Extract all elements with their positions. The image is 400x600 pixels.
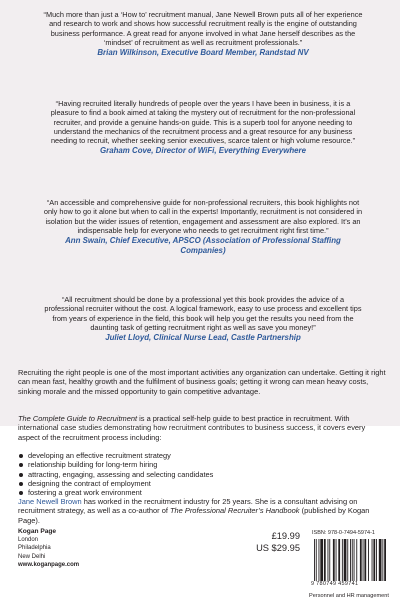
isbn-text: ISBN: 978-0-7494-5974-1: [312, 530, 375, 536]
quote-attribution: Juliet Lloyd, Clinical Nurse Lead, Castle Partnership: [105, 333, 301, 342]
description-text: is a practical self-help guide to best practice in recruitment. With international case studies demonstrating how recruitment contributes to business success, it covers every aspect of the recruitment process including:: [18, 414, 366, 442]
list-item: [18, 470, 213, 479]
publisher-url: www.koganpage.com: [18, 561, 80, 568]
barcode-block: [310, 530, 390, 590]
endorsement-quote: [42, 99, 364, 156]
price-usd: US $29.95: [256, 542, 300, 553]
endorsement-quote: [42, 295, 364, 343]
list-item-text: relationship building for long-term hiring: [28, 460, 158, 470]
quote-text: “Having recruited literally hundreds of people over the years I have been in business, it is a pleasure to find a book aimed at taking the mystery out of recruitment for the non-professional recruiter, and provide a genuine hands-on guide. This is a superb tool for anyone needing to understand the mechanics of the recruitment process and a great resource for any business needing to recruit, whether seeking senior executives, scarce talent or high volume resource.”: [50, 99, 356, 145]
ean-number: 9 780749 459741: [311, 581, 359, 587]
list-item-text: fostering a great work environment: [28, 488, 142, 498]
publisher-city: Philadelphia: [18, 545, 51, 552]
topics-list: [18, 451, 213, 497]
list-item-text: designing the contract of employment: [28, 478, 151, 488]
book-title: The Complete Guide to Recruitment: [18, 414, 138, 423]
price-gbp: £19.99: [271, 531, 300, 541]
author-bio-text: (published by Kogan Page).: [18, 506, 370, 525]
intro-paragraph: Recruiting the right people is one of the most important activities any organization can undertake. Getting it right can mean fast, healthy growth and the fulfilment of business goals; getting it wrong can mean heavy costs, sinking morale and the missed opportunity to gain competitive advantage.: [18, 368, 386, 396]
publisher-block: [18, 528, 79, 569]
barcode-icon: [314, 539, 386, 581]
category-label: Personnel and HR management: [309, 593, 389, 599]
related-book-title: The Professional Recruiter’s Handbook: [169, 506, 300, 516]
list-item: [18, 460, 213, 469]
list-item-text: attracting, engaging, assessing and selecting candidates: [28, 469, 214, 479]
quote-text: “An accessible and comprehensive guide for non-professional recruiters, this book highlights not only how to go it alone but when to call in the experts! Importantly, recruitment is not considered in isolation but the wider issues of retention, engagement and assessment are also explored. It’s an indispensable help for everyone who needs to get recruitment right first time.”: [43, 198, 363, 235]
author-bio: [18, 497, 388, 525]
author-name: Jane Newell Brown: [18, 497, 82, 506]
endorsement-quote: [42, 198, 364, 255]
price-block: [230, 531, 300, 554]
bullet-icon: [19, 482, 23, 486]
publisher-city: London: [18, 537, 39, 544]
bullet-icon: [19, 473, 23, 477]
list-item: [18, 479, 213, 488]
list-item-text: developing an effective recruitment strategy: [28, 451, 171, 460]
quote-text: “Much more than just a ‘How to’ recruitment manual, Jane Newell Brown puts all of her experience and research to work and shows how successful recruitment really is the engine of outstanding business performance. A great read for anyone involved in what Jane herself describes as the ‘mindset’ of recruitment as well as recruitment professionals.”: [43, 10, 363, 47]
description-paragraph: [18, 414, 388, 442]
quote-text: “All recruitment should be done by a professional yet this book provides the advice of a professional recruiter without the cost. A logical framework, easy to use process and excellent tips from years of experience in the field, this book will help you get the results you need from the daunting task of getting recruitment right as well as save you money!”: [44, 295, 362, 332]
bullet-icon: [19, 463, 23, 467]
quote-attribution: Graham Cove, Director of WiFi, Everything Everywhere: [99, 146, 307, 156]
author-bio-text: has worked in the recruitment industry for 25 years. She is a consultant advising on recruitment strategy, as well as a co-author of: [18, 497, 358, 516]
quote-attribution: Brian Wilkinson, Executive Board Member, Randstad NV: [97, 48, 309, 57]
endorsement-quote: [42, 10, 364, 58]
bullet-icon: [19, 491, 23, 495]
publisher-name: Kogan Page: [18, 528, 57, 535]
quote-attribution: Ann Swain, Chief Executive, APSCO (Association of Professional Staffing Companies): [65, 236, 341, 255]
bullet-icon: [19, 454, 23, 458]
list-item: [18, 451, 213, 460]
publisher-city: New Delhi: [18, 553, 46, 560]
